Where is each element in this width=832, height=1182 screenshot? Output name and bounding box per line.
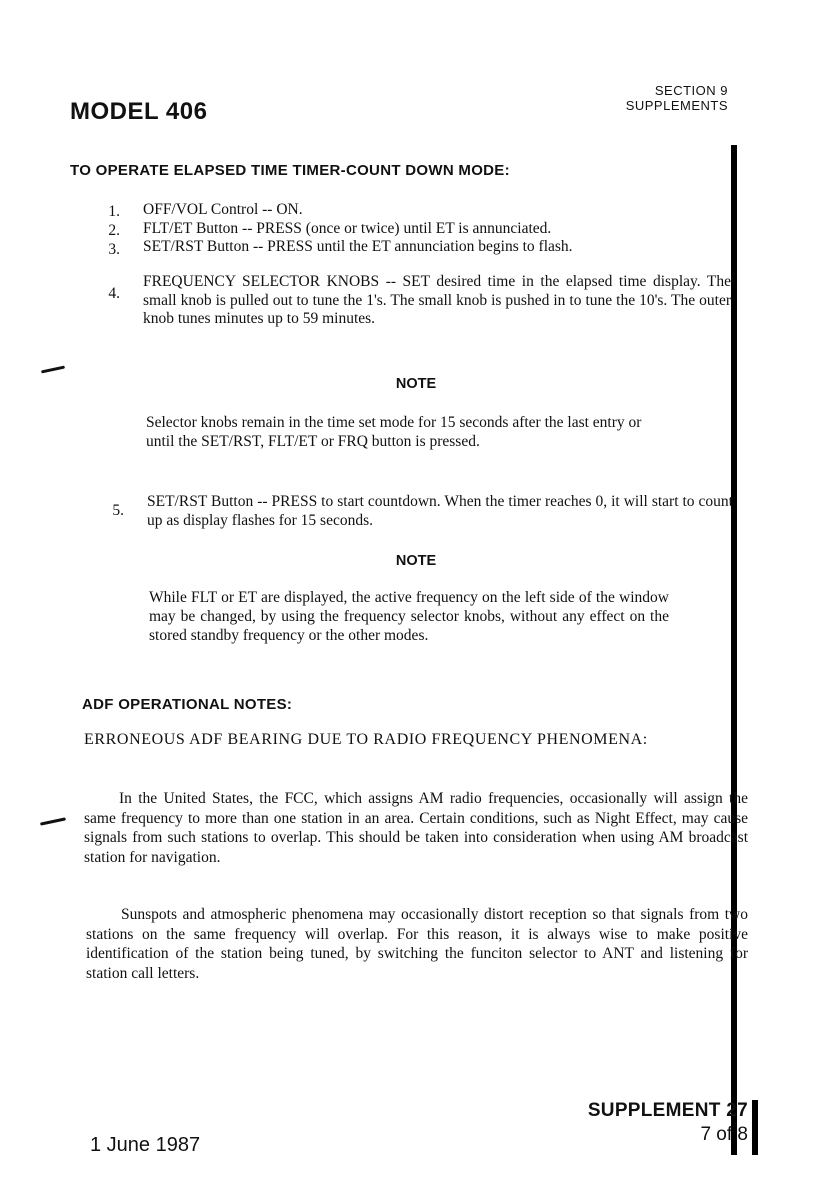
step-text: SET/RST Button -- PRESS until the ET annunciation begins to flash. (143, 238, 573, 255)
step-number: 4. (108, 285, 120, 302)
section-label (626, 83, 728, 113)
adf-subheading: ERRONEOUS ADF BEARING DUE TO RADIO FREQUENCY PHENOMENA: (84, 731, 648, 748)
model-title: MODEL 406 (70, 98, 208, 125)
change-bar-main (731, 145, 737, 1155)
adf-heading: ADF OPERATIONAL NOTES: (82, 696, 293, 713)
margin-mark-1 (41, 366, 65, 374)
note-1-label: NOTE (395, 376, 437, 392)
step-number: 5. (112, 502, 124, 519)
section-subtitle: SUPPLEMENTS (625, 98, 728, 113)
section-number: SECTION 9 (654, 83, 728, 98)
step-text: OFF/VOL Control -- ON. (143, 201, 303, 218)
supplement-label: SUPPLEMENT 27 (587, 1100, 748, 1121)
adf-paragraph-2: Sunspots and atmospheric phenomena may occasionally distort reception so that signals from two stations on the same frequency will overlap. For this reason, it is always wise to make positive identification of the station being tuned, by switching the funciton selector to ANT and listening for station call letters. (86, 906, 748, 982)
note-2-label: NOTE (395, 553, 437, 569)
step-text: SET/RST Button -- PRESS to start countdown. When the timer reaches 0, it will start to count up as display flashes for 15 seconds. (147, 493, 733, 529)
step-number: 1. (108, 203, 120, 220)
step-text: FLT/ET Button -- PRESS (once or twice) until ET is annunciated. (143, 220, 552, 237)
timer-heading: TO OPERATE ELAPSED TIME TIMER-COUNT DOWN MODE: (70, 162, 510, 179)
step-number: 2. (108, 222, 120, 239)
footer-date: 1 June 1987 (90, 1134, 201, 1156)
step-number: 3. (108, 241, 120, 258)
step-text: FREQUENCY SELECTOR KNOBS -- SET desired time in the elapsed time display. The small knob is pulled out to tune the 1's. The small knob is pushed in to tune the 10's. The outer knob tunes minutes up to 59 minutes. (143, 273, 731, 327)
change-bar-bottom (752, 1100, 758, 1155)
note-2-text: While FLT or ET are displayed, the active frequency on the left side of the window may be changed, by using the frequency selector knobs, without any effect on the stored standby frequency or the other modes. (149, 589, 669, 644)
note-1-text: Selector knobs remain in the time set mode for 15 seconds after the last entry or until the SET/RST, FLT/ET or FRQ button is pressed. (146, 414, 642, 450)
margin-mark-2 (40, 817, 66, 825)
adf-paragraph-1: In the United States, the FCC, which assigns AM radio frequencies, occasionally will assign the same frequency to more than one station in an area. Certain conditions, such as Night Effect, may cause signals from such stations to overlap. This should be taken into consideration when using AM broadcast station for navigation. (84, 790, 748, 866)
page-number: 7 of 8 (700, 1124, 748, 1145)
